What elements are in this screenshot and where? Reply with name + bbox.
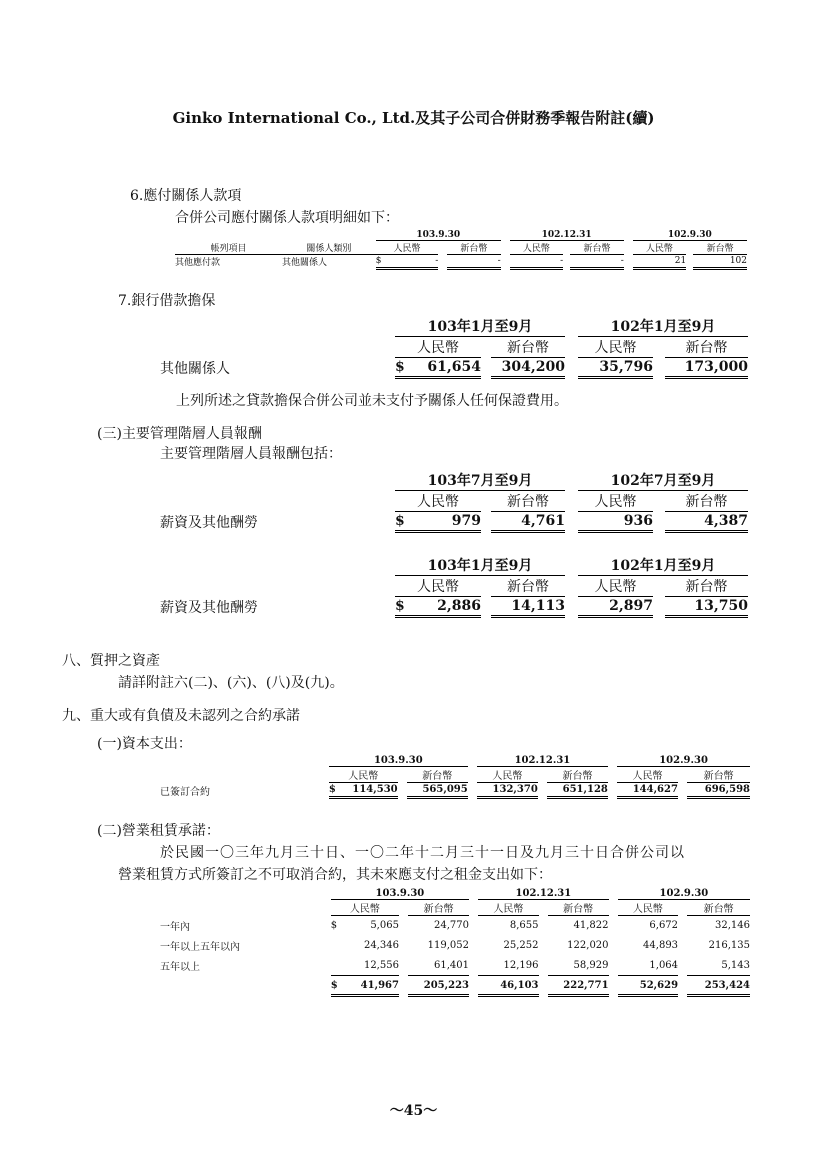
value-cell: 6,672 bbox=[649, 920, 679, 932]
value-cell: 1,064 bbox=[618, 956, 678, 976]
value-cell: 132,370 bbox=[477, 783, 538, 798]
section-3-heading: (三)主要管理階層人員報酬 bbox=[97, 426, 262, 442]
value-cell: 936 bbox=[578, 512, 653, 532]
value-cell: 41,822 bbox=[573, 920, 609, 932]
table-row bbox=[160, 597, 748, 617]
value-cell: 12,556 bbox=[341, 956, 399, 976]
total-cell: 46,103 bbox=[478, 976, 538, 996]
currency-header: 新台幣 bbox=[491, 337, 565, 358]
value-cell: 5,143 bbox=[687, 956, 750, 976]
value-cell: - bbox=[447, 255, 501, 269]
value-cell: 102 bbox=[693, 255, 747, 269]
value-cell: 5,065 bbox=[370, 920, 399, 932]
value-cell: 651,128 bbox=[547, 783, 608, 798]
value-cell: 61,654 bbox=[407, 358, 481, 378]
row-label: 一年以上五年以內 bbox=[160, 942, 240, 953]
section-9-heading: 九、重大或有負債及未認列之合約承諾 bbox=[62, 708, 300, 724]
currency-header: 人民幣 bbox=[633, 241, 687, 255]
currency-header: 新台幣 bbox=[408, 900, 469, 916]
value-cell: 122,020 bbox=[567, 940, 609, 951]
currency-header: 人民幣 bbox=[578, 576, 653, 597]
section-6-intro: 合併公司應付關係人款項明細如下： bbox=[175, 210, 399, 226]
lease-paragraph-line1: 於民國一〇三年九月三十日、一〇二年十二月三十一日及九月三十日合併公司以 bbox=[160, 845, 685, 861]
value-cell: 2,886 bbox=[407, 597, 481, 617]
document-header: Ginko International Co., Ltd.及其子公司合併財務季報告附註(續) bbox=[172, 109, 655, 127]
row-label: 已簽訂合約 bbox=[160, 786, 210, 798]
compensation-ytd-table bbox=[160, 555, 748, 618]
period-header: 103年1月至9月 bbox=[395, 555, 565, 576]
row-label: 其他關係人 bbox=[160, 360, 230, 377]
date-header: 102.9.30 bbox=[633, 230, 747, 241]
section-7-note: 上列所述之貸款擔保合併公司並未支付予關係人任何保證費用。 bbox=[176, 393, 568, 409]
value-cell: 61,401 bbox=[408, 956, 469, 976]
currency-header: 新台幣 bbox=[407, 767, 468, 783]
currency-header: 人民幣 bbox=[395, 337, 481, 358]
row-label: 一年內 bbox=[160, 922, 190, 933]
period-header: 102年1月至9月 bbox=[578, 555, 748, 576]
period-header: 103年7月至9月 bbox=[395, 470, 565, 491]
table-row bbox=[160, 783, 750, 798]
lease-table bbox=[160, 888, 750, 997]
row-label: 其他應付款 bbox=[175, 258, 221, 268]
period-header: 102年7月至9月 bbox=[578, 470, 748, 491]
currency-header: 新台幣 bbox=[665, 337, 748, 358]
currency-header: 人民幣 bbox=[618, 900, 678, 916]
value-cell: 58,929 bbox=[548, 956, 609, 976]
date-header: 102.9.30 bbox=[618, 888, 750, 900]
total-row bbox=[160, 976, 750, 996]
table-row bbox=[160, 916, 750, 936]
currency-header: 人民幣 bbox=[395, 576, 481, 597]
period-header: 102年1月至9月 bbox=[578, 316, 748, 337]
value-cell: 24,346 bbox=[363, 940, 399, 951]
dollar-sign: $ bbox=[331, 976, 341, 996]
currency-header: 新台幣 bbox=[547, 767, 608, 783]
currency-header: 新台幣 bbox=[665, 491, 748, 512]
date-header: 102.9.30 bbox=[617, 755, 750, 767]
dollar-sign: $ bbox=[329, 783, 339, 798]
currency-header: 人民幣 bbox=[331, 900, 399, 916]
value-cell: 4,387 bbox=[665, 512, 748, 532]
total-cell: 205,223 bbox=[408, 976, 469, 996]
value-cell: 144,627 bbox=[617, 783, 678, 798]
currency-header: 人民幣 bbox=[578, 491, 653, 512]
col-header-category: 關係人類別 bbox=[282, 241, 376, 255]
currency-header: 新台幣 bbox=[687, 767, 750, 783]
value-cell: 4,761 bbox=[491, 512, 565, 532]
section-7-heading: 7.銀行借款擔保 bbox=[118, 293, 216, 309]
value-cell: 696,598 bbox=[687, 783, 750, 798]
total-cell: 52,629 bbox=[618, 976, 678, 996]
value-cell: - bbox=[570, 255, 624, 269]
currency-header: 人民幣 bbox=[477, 767, 538, 783]
dollar-sign: $ bbox=[330, 920, 338, 932]
value-cell: 304,200 bbox=[491, 358, 565, 378]
dollar-sign: $ bbox=[395, 512, 407, 532]
currency-header: 新台幣 bbox=[491, 491, 565, 512]
value-cell: 14,113 bbox=[491, 597, 565, 617]
currency-header: 人民幣 bbox=[617, 767, 678, 783]
currency-header: 人民幣 bbox=[376, 241, 438, 255]
table-row bbox=[160, 956, 750, 976]
period-header: 103年1月至9月 bbox=[395, 316, 565, 337]
value-cell: 24,770 bbox=[433, 920, 469, 932]
loan-guarantee-table bbox=[160, 316, 748, 379]
date-header: 103.9.30 bbox=[376, 230, 501, 241]
section-8-text: 請詳附註六(二)、(六)、(八)及(九)。 bbox=[118, 675, 344, 691]
dollar-sign: $ bbox=[376, 255, 386, 269]
capex-heading: (一)資本支出： bbox=[97, 736, 192, 752]
compensation-q3-table bbox=[160, 470, 748, 533]
currency-header: 新台幣 bbox=[447, 241, 501, 255]
date-header: 102.12.31 bbox=[510, 230, 624, 241]
value-cell: 25,252 bbox=[503, 940, 539, 951]
lease-heading: (二)營業租賃承諾： bbox=[97, 823, 220, 839]
related-payables-table bbox=[175, 230, 747, 270]
row-label: 五年以上 bbox=[160, 962, 200, 973]
table-row bbox=[160, 936, 750, 956]
table-row bbox=[160, 512, 748, 532]
currency-header: 新台幣 bbox=[693, 241, 747, 255]
dollar-sign: $ bbox=[395, 358, 407, 378]
value-cell: 35,796 bbox=[578, 358, 653, 378]
currency-header: 新台幣 bbox=[570, 241, 624, 255]
value-cell: 8,655 bbox=[509, 920, 539, 932]
date-header: 103.9.30 bbox=[331, 888, 469, 900]
currency-header: 新台幣 bbox=[665, 576, 748, 597]
lease-paragraph-line2: 營業租賃方式所簽訂之不可取消合約，其未來應支付之租金支出如下： bbox=[118, 867, 552, 883]
value-cell: - bbox=[510, 255, 564, 269]
section-3-intro: 主要管理階層人員報酬包括： bbox=[160, 446, 342, 462]
section-6-heading: 6.應付關係人款項 bbox=[130, 188, 242, 204]
table-row bbox=[175, 255, 747, 269]
value-cell: 13,750 bbox=[665, 597, 748, 617]
currency-header: 新台幣 bbox=[491, 576, 565, 597]
value-cell: 2,897 bbox=[578, 597, 653, 617]
page-number: ～45～ bbox=[389, 1103, 438, 1119]
row-label: 薪資及其他酬勞 bbox=[160, 599, 258, 616]
section-8-heading: 八、質押之資產 bbox=[62, 653, 160, 669]
value-cell: 21 bbox=[633, 255, 687, 269]
currency-header: 新台幣 bbox=[548, 900, 609, 916]
table-row bbox=[160, 358, 748, 378]
row-label: 薪資及其他酬勞 bbox=[160, 514, 258, 531]
total-cell: 253,424 bbox=[687, 976, 750, 996]
value-cell: 216,135 bbox=[708, 940, 750, 951]
value-cell: 565,095 bbox=[407, 783, 468, 798]
currency-header: 人民幣 bbox=[329, 767, 398, 783]
dollar-sign: $ bbox=[395, 597, 407, 617]
total-cell: 222,771 bbox=[548, 976, 609, 996]
value-cell: 979 bbox=[407, 512, 481, 532]
col-header-item: 帳列項目 bbox=[175, 241, 282, 255]
capex-table bbox=[160, 755, 750, 799]
value-cell: 44,893 bbox=[643, 940, 679, 951]
currency-header: 人民幣 bbox=[478, 900, 538, 916]
date-header: 103.9.30 bbox=[329, 755, 468, 767]
row-category: 其他關係人 bbox=[282, 258, 328, 268]
value-cell: 32,146 bbox=[715, 920, 750, 932]
currency-header: 人民幣 bbox=[510, 241, 564, 255]
total-cell: 41,967 bbox=[341, 976, 399, 996]
currency-header: 人民幣 bbox=[578, 337, 653, 358]
value-cell: - bbox=[385, 255, 438, 269]
value-cell: 114,530 bbox=[339, 783, 398, 798]
value-cell: 119,052 bbox=[427, 940, 469, 951]
currency-header: 新台幣 bbox=[687, 900, 750, 916]
value-cell: 173,000 bbox=[665, 358, 748, 378]
value-cell: 12,196 bbox=[478, 956, 538, 976]
date-header: 102.12.31 bbox=[477, 755, 608, 767]
date-header: 102.12.31 bbox=[478, 888, 608, 900]
currency-header: 人民幣 bbox=[395, 491, 481, 512]
